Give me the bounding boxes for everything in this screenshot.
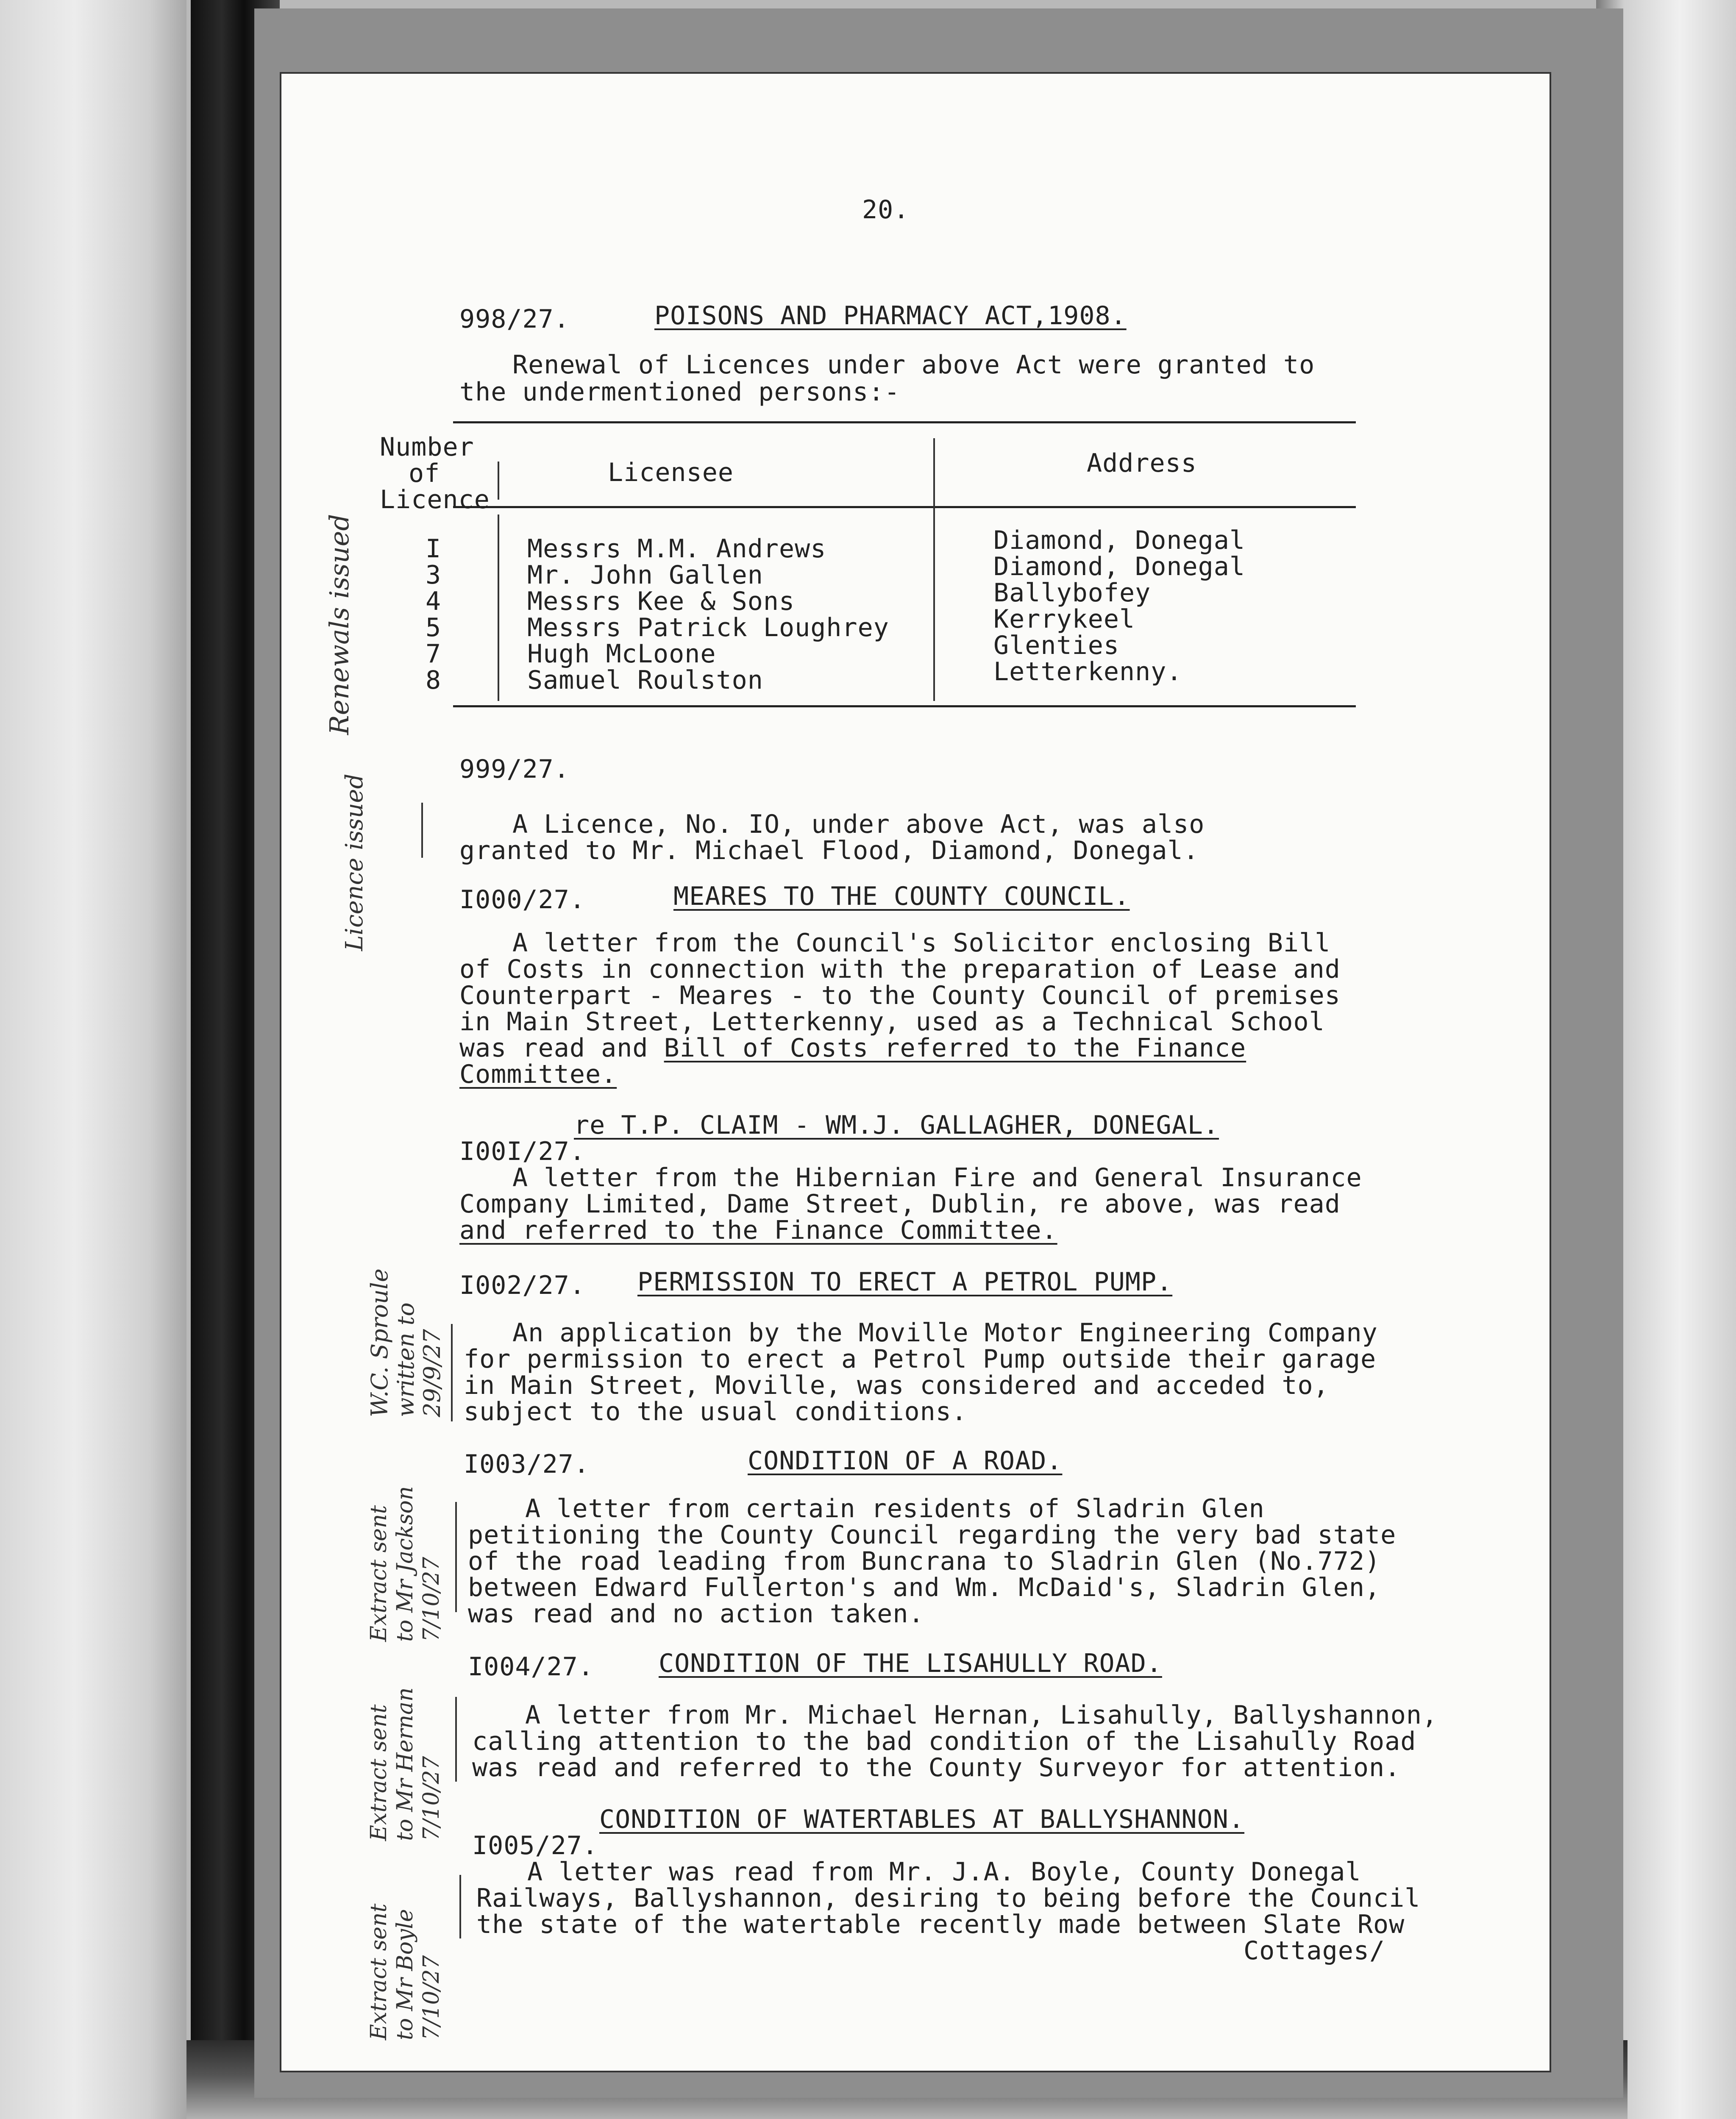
table-divider [498,462,499,500]
paragraph-1000-line5-start: was read and [459,1033,664,1063]
heading-petrol-pump: PERMISSION TO ERECT A PETROL PUMP. [637,1267,1173,1297]
minute-number-1001: I00I/27. [459,1137,585,1166]
margin-bracket [455,1502,457,1612]
table-cell-licensee: Samuel Roulston [527,665,763,695]
minute-number-1003: I003/27. [464,1449,590,1479]
minute-number-1005: I005/27. [472,1831,598,1860]
paragraph-1003-line4: between Edward Fullerton's and Wm. McDaid's, Sladrin Glen, [468,1573,1381,1602]
margin-note-1003-line2: to Mr Jackson [392,1486,418,1642]
table-header-of: of [409,459,440,488]
table-header-licence: Licence [380,485,490,514]
table-cell-licensee: Mr. John Gallen [527,560,763,590]
paragraph-1000-line1: A letter from the Council's Solicitor enclosing Bill [512,928,1331,958]
paragraph-1000-line5 [459,1035,1246,1061]
paragraph-1000-line3: Counterpart - Meares - to the County Council of premises [459,981,1341,1010]
table-top-rule [453,421,1356,423]
margin-bracket [451,1324,453,1421]
minute-number-1004: I004/27. [468,1652,594,1682]
margin-note-1005-line1: Extract sent [366,1903,392,2040]
paragraph-999-line1: A Licence, No. IO, under above Act, was also [512,809,1205,839]
paragraph-998-line1: Renewal of Licences under above Act were granted to [512,350,1315,380]
margin-note-998: Renewals issued [324,514,355,735]
heading-poisons-pharmacy: POISONS AND PHARMACY ACT,1908. [654,301,1127,331]
paragraph-1000-line4: in Main Street, Letterkenny, used as a Technical School [459,1007,1325,1037]
paragraph-1004-line2: calling attention to the bad condition of the Lisahully Road [472,1727,1416,1756]
table-cell-number: 4 [426,587,442,616]
table-cell-address: Diamond, Donegal [993,552,1245,581]
table-cell-number: 5 [426,613,442,642]
paragraph-1005-line4: Cottages/ [1244,1936,1385,1966]
table-cell-licensee: Messrs Kee & Sons [527,587,795,616]
paragraph-1004-line1: A letter from Mr. Michael Hernan, Lisahully, Ballyshannon, [525,1700,1438,1730]
heading-condition-road: CONDITION OF A ROAD. [748,1446,1063,1476]
paragraph-1002-line3: in Main Street, Moville, was considered and acceded to, [464,1371,1329,1400]
paragraph-1004-line3: was read and referred to the County Surveyor for attention. [472,1753,1401,1783]
paragraph-1003-line5: was read and no action taken. [468,1599,924,1629]
paragraph-1000-line6: Committee. [459,1060,617,1089]
scan-background-left [0,0,186,2119]
heading-watertables: CONDITION OF WATERTABLES AT BALLYSHANNON. [599,1805,1245,1834]
paragraph-1000-line2: of Costs in connection with the preparation of Lease and [459,954,1341,984]
table-cell-address: Letterkenny. [993,657,1182,687]
referral-text: Bill of Costs referred to the Finance [664,1033,1246,1063]
paragraph-1002-line2: for permission to erect a Petrol Pump outside their garage [464,1344,1377,1374]
heading-gallagher-claim: re T.P. CLAIM - WM.J. GALLAGHER, DONEGAL. [574,1110,1219,1140]
margin-note-1003-line3: 7/10/27 [419,1557,444,1642]
table-cell-licensee: Messrs M.M. Andrews [527,534,826,564]
heading-lisahully-road: CONDITION OF THE LISAHULLY ROAD. [659,1649,1162,1678]
margin-note-1003-line1: Extract sent [366,1505,392,1642]
table-cell-address: Ballybofey [993,578,1151,608]
page-number: 20. [862,195,910,225]
table-header-licensee: Licensee [608,458,734,487]
table-cell-number: 3 [426,560,442,590]
table-header-address: Address [1087,448,1197,478]
minute-number-998: 998/27. [459,304,570,334]
table-cell-licensee: Hugh McLoone [527,639,716,669]
margin-note-1004-line2: to Mr Hernan [392,1687,418,1841]
table-divider [933,438,935,701]
table-cell-number: 8 [426,665,442,695]
margin-note-1005-line3: 7/10/27 [419,1955,444,2040]
paragraph-1001-line2: Company Limited, Dame Street, Dublin, re above, was read [459,1189,1341,1219]
table-header-number: Number [380,432,474,462]
paragraph-1003-line3: of the road leading from Buncrana to Sladrin Glen (No.772) [468,1546,1381,1576]
paragraph-1001-line3: and referred to the Finance Committee. [459,1215,1057,1245]
minute-number-999: 999/27. [459,754,570,784]
margin-note-1004-line3: 7/10/27 [419,1756,444,1841]
margin-note-1005-line2: to Mr Boyle [392,1909,418,2040]
margin-note-1002-line2: written to [392,1302,419,1417]
margin-bracket [459,1875,461,1938]
paragraph-1002-line4: subject to the usual conditions. [464,1397,967,1427]
margin-bracket [421,803,423,858]
table-cell-address: Diamond, Donegal [993,526,1245,555]
paragraph-1002-line1: An application by the Moville Motor Engineering Company [512,1318,1378,1348]
paragraph-1005-line3: the state of the watertable recently made between Slate Row [476,1910,1405,1939]
paragraph-1003-line1: A letter from certain residents of Sladrin Glen [525,1494,1265,1524]
table-bottom-rule [453,705,1356,707]
heading-meares: MEARES TO THE COUNTY COUNCIL. [673,882,1130,911]
margin-note-1004-line1: Extract sent [366,1704,392,1841]
margin-note-1002-line3: 29/9/27 [419,1329,445,1417]
table-cell-number: I [426,534,442,564]
paragraph-1001-line1: A letter from the Hibernian Fire and General Insurance [512,1163,1362,1193]
table-header-rule [453,506,1356,508]
document-page [280,72,1551,2072]
paragraph-999-line2: granted to Mr. Michael Flood, Diamond, Donegal. [459,836,1199,865]
paragraph-1005-line1: A letter was read from Mr. J.A. Boyle, County Donegal [527,1857,1361,1887]
paragraph-998-line2: the undermentioned persons:- [459,377,900,407]
paragraph-1003-line2: petitioning the County Council regarding the very bad state [468,1520,1397,1550]
paragraph-1005-line2: Railways, Ballyshannon, desiring to being before the Council [476,1883,1421,1913]
table-cell-address: Glenties [993,631,1119,660]
table-cell-number: 7 [426,639,442,669]
margin-note-1002-line1: W.C. Sproule [366,1268,393,1417]
table-cell-address: Kerrykeel [993,604,1135,634]
table-cell-licensee: Messrs Patrick Loughrey [527,613,889,642]
minute-number-1002: I002/27. [459,1271,585,1300]
margin-note-999: Licence issued [341,773,368,951]
margin-bracket [455,1697,457,1782]
table-divider [498,514,499,701]
minute-number-1000: I000/27. [459,885,585,915]
